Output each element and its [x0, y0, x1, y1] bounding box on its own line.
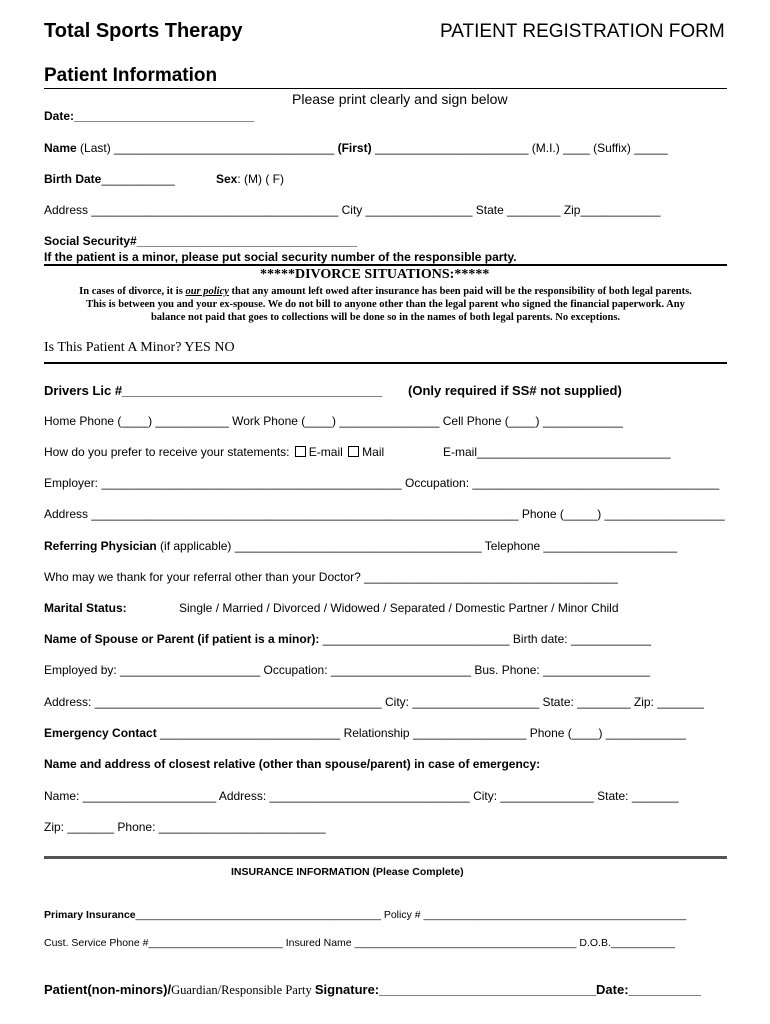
spouse-label: Name of Spouse or Parent (if patient is a minor):: [44, 632, 320, 646]
minor-question[interactable]: Is This Patient A Minor? YES NO: [44, 340, 235, 355]
phones-row[interactable]: Home Phone (____) ___________ Work Phone (____) _______________ Cell Phone (____) ____________: [44, 414, 623, 428]
referring-fields[interactable]: (if applicable) _____________________________________ Telephone ____________________: [156, 539, 677, 553]
statements-question: How do you prefer to receive your statements:: [44, 445, 293, 459]
sex-row[interactable]: [216, 172, 284, 186]
relative-line-2[interactable]: Zip: _______ Phone: _________________________: [44, 820, 326, 834]
cust-service-row[interactable]: Cust. Service Phone #_______________________ Insured Name ______________________________________ D.O.B.___________: [44, 937, 676, 949]
relative-line-1[interactable]: Name: ____________________ Address: ______________________________ City: ______________ State: _______: [44, 789, 679, 803]
signature-date-label: Date:: [596, 982, 629, 997]
marital-options[interactable]: Single / Married / Divorced / Widowed / Separated / Domestic Partner / Minor Child: [179, 601, 619, 615]
primary-insurance-label: Primary Insurance: [44, 909, 136, 921]
divider-divorce-top: [44, 264, 727, 266]
ssn-field[interactable]: Social Security#_________________________________: [44, 234, 357, 248]
minor-ssn-note: If the patient is a minor, please put social security number of the responsible party.: [44, 250, 517, 264]
address-row[interactable]: Address _____________________________________ City ________________ State ________ Zip____________: [44, 203, 661, 217]
name-last-field[interactable]: (Last) _________________________________: [76, 141, 335, 155]
statements-row[interactable]: [44, 445, 384, 459]
divider-insurance: [44, 856, 727, 859]
drivers-lic-field[interactable]: Drivers Lic #____________________________________: [44, 383, 383, 398]
signature-row[interactable]: [44, 981, 701, 999]
signature-field[interactable]: ______________________________: [379, 982, 597, 997]
divorce-line-1: In cases of divorce, it is our policy that any amount left owed after insurance has been paid will be the responsibility of both legal parents.: [79, 286, 692, 297]
employer-row[interactable]: Employer: _____________________________________________ Occupation: _____________________________________: [44, 476, 720, 490]
employed-by-row[interactable]: Employed by: _____________________ Occupation: _____________________ Bus. Phone: ________________: [44, 663, 650, 677]
email-field[interactable]: E-mail_____________________________: [443, 445, 671, 459]
mail-option-label: Mail: [362, 445, 385, 459]
sex-label: Sex: [216, 172, 238, 186]
signature-label-b: Guardian/Responsible Party: [171, 983, 315, 997]
signature-label-a: Patient(non-minors)/: [44, 982, 172, 997]
divorce-line-2: This is between you and your ex-spouse. We do not bill to anyone other than the legal parent who signed the financial paperwork. Any: [86, 299, 685, 310]
divorce-line-3: balance not paid that goes to collections will be done so in the names of both legal parents. No exceptions.: [150, 312, 621, 323]
referring-label: Referring Physician: [44, 539, 157, 553]
clinic-name: Total Sports Therapy: [44, 20, 243, 42]
emergency-row[interactable]: [44, 726, 686, 740]
emergency-label: Emergency Contact: [44, 726, 157, 740]
relative-heading: Name and address of closest relative (other than spouse/parent) in case of emergency:: [44, 757, 541, 771]
mail-checkbox[interactable]: [348, 446, 359, 457]
name-row[interactable]: [44, 141, 668, 155]
primary-insurance-row[interactable]: [44, 909, 686, 921]
email-option-label: E-mail: [308, 445, 343, 459]
divider-top: [44, 88, 727, 89]
primary-insurance-fields[interactable]: __________________________________________ Policy # _____________________________________________: [135, 909, 687, 921]
print-note: Please print clearly and sign below: [292, 91, 508, 107]
spouse-row[interactable]: [44, 632, 651, 646]
address3-row[interactable]: Address: ___________________________________________ City: ___________________ State: ________ Zip: _______: [44, 695, 704, 709]
emergency-fields[interactable]: ___________________________ Relationship _________________ Phone (____) ____________: [156, 726, 686, 740]
spouse-fields[interactable]: ____________________________ Birth date: ____________: [319, 632, 652, 646]
section-title-patient-info: Patient Information: [44, 65, 218, 86]
form-title: PATIENT REGISTRATION FORM: [440, 21, 725, 42]
thanks-row[interactable]: Who may we thank for your referral other than your Doctor? ______________________________________: [44, 570, 618, 584]
birth-date-field[interactable]: ___________: [101, 172, 175, 186]
name-label: Name: [44, 141, 77, 155]
date-field[interactable]: Date:___________________________: [44, 109, 255, 123]
address-phone-row[interactable]: Address ________________________________________________________________ Phone (_____) __________________: [44, 507, 725, 521]
signature-date-field[interactable]: __________: [628, 982, 701, 997]
signature-label-c: Signature:: [314, 982, 380, 997]
sex-options[interactable]: : (M) ( F): [237, 172, 285, 186]
name-first-label: (First): [334, 141, 372, 155]
email-checkbox[interactable]: [295, 446, 306, 457]
referring-row[interactable]: [44, 539, 677, 553]
name-rest-fields[interactable]: _______________________ (M.I.) ____ (Suffix) _____: [371, 141, 668, 155]
insurance-heading: INSURANCE INFORMATION (Please Complete): [231, 866, 464, 878]
birth-date-label: Birth Date: [44, 172, 102, 186]
divider-divorce-bottom: [44, 362, 727, 364]
marital-label: Marital Status:: [44, 601, 127, 615]
birth-date-row[interactable]: [44, 172, 175, 186]
divorce-title: *****DIVORCE SITUATIONS:*****: [260, 267, 490, 282]
policy-emphasis: our policy: [185, 286, 229, 297]
drivers-lic-note: (Only required if SS# not supplied): [408, 383, 622, 398]
